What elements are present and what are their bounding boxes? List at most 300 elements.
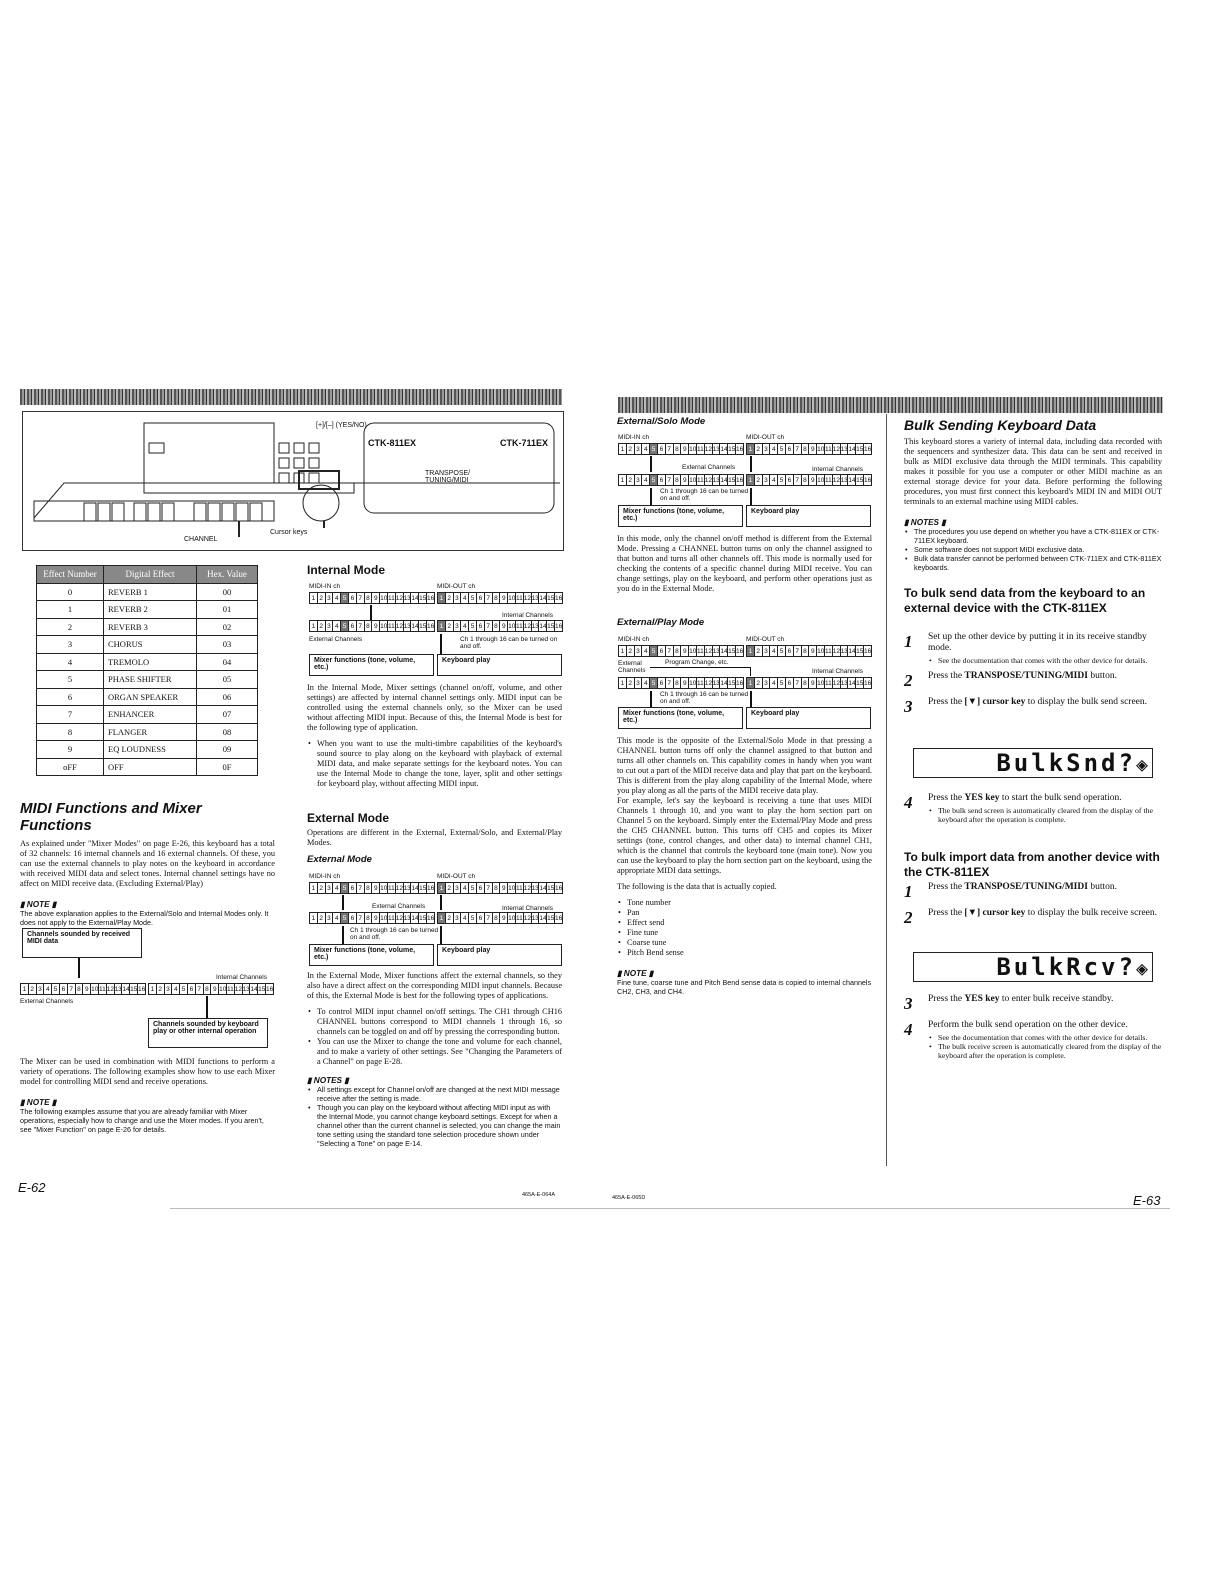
up-arrow [650,691,652,708]
channel-cell: 4 [641,443,650,455]
channel-cell: 2 [626,474,635,486]
table-cell: REVERB 1 [104,583,197,601]
channel-cell: 3 [325,912,334,924]
table-row [37,706,258,724]
channel-cell: 15 [418,912,427,924]
channel-cell: 3 [634,677,643,689]
channel-cell: 11 [515,912,524,924]
list-item: • The bulk send screen is automatically cleared from the display of the keyboard after the operation is complete. [938,806,1162,824]
up-arrow [440,926,442,944]
midi-in-channel-row [309,592,434,604]
channel-cell: 13 [712,645,721,657]
channel-cell: 7 [484,882,493,894]
channel-cell: 8 [364,620,373,632]
notes-heading: ▮ NOTES ▮ [904,518,946,527]
channel-cell: 11 [696,443,705,455]
transpose-label: TRANSPOSE/ TUNING/MIDI [425,470,471,484]
channel-cell: 13 [840,443,849,455]
step-subnotes [928,656,1162,665]
bulk-notes [904,527,1162,572]
channel-cell: 7 [793,443,802,455]
channel-cell: 1 [746,443,755,455]
channel-cell: 7 [665,645,674,657]
step-pre: Press the [928,697,965,707]
channel-cell: 2 [754,474,763,486]
table-header: Hex. Value [197,566,258,584]
channel-cell: 3 [762,677,771,689]
midi-out-channel-row [437,592,562,604]
channel-cell: 15 [855,443,864,455]
table-cell: 06 [197,688,258,706]
channel-cell: 16 [554,620,563,632]
channel-cell: 8 [364,592,373,604]
external-mode-intro: Operations are different in the External, External/Solo, and External/Play Modes. [307,828,562,847]
channel-cell: 11 [387,592,396,604]
step-pre: Press the [928,882,965,892]
midi-out-label: MIDI-OUT ch [746,636,785,643]
notes-heading: ▮ NOTES ▮ [307,1076,349,1085]
channel-cell: 6 [785,645,794,657]
bulk-send-steps-a [904,632,1162,723]
channel-cell: 4 [769,677,778,689]
note-heading: ▮ NOTE ▮ [617,969,654,978]
notes-heading-text: NOTES [910,518,939,527]
midi-in-channel-row [618,645,743,657]
midi-out-label: MIDI-OUT ch [437,873,476,880]
channel-cell: 10 [379,912,388,924]
channel-cell: 12 [395,620,404,632]
channel-cell: 13 [403,620,412,632]
copied-data-intro: The following is the data that is actually copied. [617,882,777,891]
channel-cell: 4 [641,645,650,657]
step-number: 2 [904,908,913,927]
channel-cell: 10 [688,443,697,455]
note-text: Fine tune, coarse tune and Pitch Bend sense data is copied to internal channels CH2, CH3, and CH4. [617,978,872,996]
program-change-line [650,667,751,676]
channel-cell: 2 [754,443,763,455]
channel-label: CHANNEL [184,536,218,543]
channel-cell: 1 [148,983,157,995]
internal-channels-label: Internal Channels [812,668,863,675]
midi-out-channel-row [437,882,562,894]
channel-cell: 6 [476,620,485,632]
channel-cell: 8 [492,620,501,632]
channel-cell: 3 [36,983,45,995]
step-pre: Press the [928,994,965,1004]
channel-cell: 9 [371,592,380,604]
external-channel-row [20,983,145,995]
channel-cell: 4 [332,592,341,604]
channel-cell: 9 [371,620,380,632]
channel-cell: 1 [309,620,318,632]
channel-cell: 16 [735,474,744,486]
step-text [928,697,1162,717]
channel-cell: 6 [348,882,357,894]
channel-cell: 7 [484,620,493,632]
channel-cell: 16 [426,912,435,924]
ext-play-body [617,736,872,996]
channel-cell: 8 [492,592,501,604]
ext-play-paragraph: For example, let's say the keyboard is receiving a tune that uses MIDI Channels 1 through 10, and you want to play the horn section part on Channel 5 on the keyboard. Simply enter the External/Play Mode and press the CH5 CHANNEL button. This turns off CH5 and copies its Mixer settings (tone, control changes, and other data) to internal channel CH1, which is the channel that controls the keyboard tone (main tone). Now you can use the keyboard to play the horn section part on the keyboard, using the appropriate MIDI data settings. [617,796,872,875]
step-item [904,908,1162,928]
ext-play-paragraph: This mode is the opposite of the External/Solo Mode in that pressing a CHANNEL button turns off only the channel assigned to that button and turns all other channels on. This capability comes in handy when you want to cut out a part of the MIDI receive data and play that part on the keyboard. This is different from the play along capability of the Internal Mode, where you play along as all the parts of the MIDI receive data play. [617,736,872,795]
lcd-bulk-send-text: BulkSnd? [996,749,1136,777]
midi-in-label: MIDI-IN ch [618,434,650,441]
step-text [928,793,1162,824]
midi-in-label: MIDI-IN ch [309,583,341,590]
table-row [37,618,258,636]
channel-cell: 13 [531,620,540,632]
midi-out-channel-row [746,443,871,455]
channel-cell: 14 [249,983,258,995]
channel-cell: 8 [203,983,212,995]
channel-cell: 14 [719,443,728,455]
channel-cell: 14 [538,912,547,924]
channel-cell: 12 [704,645,713,657]
step-text [928,1020,1162,1060]
step-text [928,994,1162,1014]
channel-cell: 2 [626,645,635,657]
external-mode-subtitle: External Mode [307,854,372,865]
channel-cell: 1 [746,677,755,689]
channel-cell: 9 [371,882,380,894]
step-number: 1 [904,632,913,651]
channel-cell: 16 [426,882,435,894]
channel-cell: 14 [410,620,419,632]
effects-table [36,565,258,776]
channel-cell: 5 [340,882,349,894]
channel-cell: 7 [665,443,674,455]
channel-cell: 12 [832,474,841,486]
table-cell: 9 [37,741,104,759]
channel-cell: 13 [531,592,540,604]
channel-cell: 10 [816,443,825,455]
channel-cell: 10 [90,983,99,995]
channel-cell: 15 [855,677,864,689]
bulk-import-steps-a [904,882,1162,934]
list-item: • The procedures you use depend on whether you have a CTK-811EX or CTK-711EX keyboard. [914,527,1162,545]
step-subnotes [928,806,1162,824]
channel-cell: 12 [704,677,713,689]
channel-cell: 1 [20,983,29,995]
channel-cell: 11 [824,677,833,689]
table-row [37,741,258,759]
external-mode-paragraph: In the External Mode, Mixer functions affect the external channels, so they also have a direct affect on the corresponding MIDI input channels. Because of this, the External Mode is best for the following types of applications. [307,971,562,1000]
channel-cell: 7 [793,645,802,657]
channel-cell: 16 [735,677,744,689]
step-number: 1 [904,882,913,901]
bulk-title: Bulk Sending Keyboard Data [904,417,1097,433]
cursor-keys-label: Cursor keys [270,529,308,536]
channel-cell: 6 [785,443,794,455]
mixer-functions-box: Mixer functions (tone, volume, etc.) [618,505,743,527]
note-heading-text: NOTE [26,1098,50,1107]
internal-channel-row [746,474,871,486]
channel-cell: 1 [618,677,627,689]
midi-in-label: MIDI-IN ch [618,636,650,643]
table-cell: 6 [37,688,104,706]
channel-cell: 6 [785,677,794,689]
channel-cell: 12 [395,592,404,604]
copied-data-list [617,898,872,958]
cursor-keys-icon: ◈ [1135,752,1148,776]
table-row [37,671,258,689]
channel-cell: 3 [634,474,643,486]
external-channels-label: External Channels [372,903,426,910]
notes-heading-text: NOTES [313,1076,342,1085]
midi-out-label: MIDI-OUT ch [746,434,785,441]
channel-cell: 10 [688,474,697,486]
midi-functions-section [20,800,275,927]
keyboard-play-box: Keyboard play [437,654,562,676]
channel-cell: 3 [634,645,643,657]
channel-cell: 14 [847,645,856,657]
list-item: • The bulk receive screen is automatically cleared from the display of the keyboard after the operation is complete. [938,1042,1162,1060]
channel-cell: 9 [499,882,508,894]
channel-cell: 13 [242,983,251,995]
channel-cell: 13 [531,882,540,894]
channel-cell: 15 [546,620,555,632]
channel-cell: 5 [649,474,658,486]
channel-cell: 15 [855,645,864,657]
channel-cell: 2 [317,592,326,604]
table-cell: 8 [37,723,104,741]
list-item: • All settings except for Channel on/off are changed at the next MIDI message receive after the setting is made. [317,1085,562,1103]
channel-toggle-note: Ch 1 through 16 can be turned on and off. [660,691,749,705]
channel-cell: 7 [665,677,674,689]
bulk-send-title: To bulk send data from the keyboard to an external device with the CTK-811EX [904,586,1146,615]
step-key: [▼] cursor key [964,908,1026,918]
down-arrow [78,958,80,978]
step-pre: Press the [928,671,965,681]
channel-cell: 8 [673,474,682,486]
channel-cell: 11 [98,983,107,995]
channel-cell: 8 [673,443,682,455]
channel-cell: 10 [688,677,697,689]
channel-cell: 12 [523,912,532,924]
channel-cell: 8 [673,677,682,689]
channel-cell: 5 [340,620,349,632]
channel-cell: 5 [468,620,477,632]
channel-cell: 11 [515,620,524,632]
step-pre: Press the [928,908,965,918]
table-cell: 1 [37,601,104,619]
channel-cell: 12 [523,592,532,604]
channel-cell: 4 [769,443,778,455]
bulk-section [904,417,1162,616]
channel-cell: 14 [410,912,419,924]
channel-cell: 3 [762,474,771,486]
channel-cell: 4 [460,620,469,632]
up-arrow [342,926,344,944]
channel-cell: 4 [769,474,778,486]
footer-code-right: 465A-E-065D [612,1195,646,1201]
channel-cell: 7 [356,620,365,632]
external-channel-row [309,912,434,924]
step-key: TRANSPOSE/TUNING/MIDI [964,671,1088,681]
channel-cell: 12 [832,677,841,689]
channel-cell: 6 [348,592,357,604]
keyboard-play-box: Keyboard play [437,944,562,966]
channel-cell: 3 [634,443,643,455]
channel-cell: 8 [801,474,810,486]
page-number-right: E-63 [1133,1193,1161,1208]
channel-cell: 9 [210,983,219,995]
channel-cell: 16 [426,592,435,604]
list-item: • Bulk data transfer cannot be performed between CTK-711EX and CTK-811EX keyboards. [914,554,1162,572]
down-arrow [342,895,344,910]
up-arrow [440,895,442,910]
channel-cell: 2 [445,592,454,604]
channel-cell: 4 [171,983,180,995]
internal-mode-bullets [307,739,562,789]
channel-cell: 13 [840,677,849,689]
table-cell: PHASE SHIFTER [104,671,197,689]
list-item: • Effect send [627,918,872,928]
list-item: • Pitch Bend sense [627,948,872,958]
channel-cell: 10 [507,620,516,632]
table-cell: 7 [37,706,104,724]
channel-cell: 1 [618,443,627,455]
channel-cell: 16 [554,912,563,924]
channel-cell: 13 [840,474,849,486]
channel-cell: 4 [641,677,650,689]
channel-cell: 4 [332,620,341,632]
list-item: • You can use the Mixer to change the tone and volume for each channel, and to make a variety of other settings. See "Changing the Parameters of a Channel" on page E-28. [317,1037,562,1067]
channel-cell: 14 [847,443,856,455]
external-channels-label: External Channels [682,464,736,471]
internal-channels-label: Internal Channels [216,974,267,981]
channel-cell: 4 [332,882,341,894]
channel-cell: 6 [657,677,666,689]
channel-cell: 14 [719,645,728,657]
channel-cell: 10 [507,882,516,894]
internal-channel-row [437,620,562,632]
list-item: • Pan [627,908,872,918]
external-channels-label: External Channels [618,660,646,674]
note-text: The above explanation applies to the External/Solo and Internal Modes only. It does not apply to the External/Play Mode. [20,909,269,927]
channel-cell: 12 [704,474,713,486]
midi-out-channel-row [746,645,871,657]
external-mode-bullets [307,1007,562,1067]
midi-in-channel-row [618,443,743,455]
channel-cell: 13 [403,882,412,894]
table-cell: EQ LOUDNESS [104,741,197,759]
channel-cell: 7 [356,912,365,924]
channel-cell: 14 [410,882,419,894]
bulk-import-steps-b [904,994,1162,1066]
table-cell: 0 [37,583,104,601]
channel-cell: 10 [688,645,697,657]
channel-cell: 16 [735,443,744,455]
cursor-keys-icon: ◈ [1135,956,1148,980]
up-arrow [750,488,752,506]
channel-cell: 3 [453,912,462,924]
footer-rule [170,1208,1170,1209]
channel-cell: 2 [156,983,165,995]
channel-cell: 7 [356,592,365,604]
channel-cell: 9 [680,443,689,455]
midi-intro-paragraph: As explained under "Mixer Modes" on page E-26, this keyboard has a total of 32 channels: 16 internal channels and 16 external channels. Of these, you can use the external channels to play notes on the keyboard in accordance with received MIDI data and select tones. Internal channel settings have no affect on MIDI receive data. (Excluding External/Play) [20,839,275,888]
external-mode-body [307,971,562,1148]
channel-cell: 4 [769,645,778,657]
channel-cell: 5 [777,474,786,486]
note-heading-text: NOTE [26,900,50,909]
lcd-bulk-receive [913,952,1153,982]
channel-cell: 10 [816,645,825,657]
ext-play-title: External/Play Mode [617,617,705,628]
channel-cell: 10 [379,882,388,894]
channel-cell: 15 [257,983,266,995]
channel-cell: 9 [808,677,817,689]
channel-cell: 2 [317,912,326,924]
channel-cell: 6 [476,882,485,894]
step-text [928,671,1162,691]
up-arrow [206,996,208,1018]
step-item [904,671,1162,691]
channel-cell: 11 [387,882,396,894]
channel-cell: 15 [727,443,736,455]
table-cell: 2 [37,618,104,636]
channel-cell: 14 [538,620,547,632]
channel-cell: 7 [356,882,365,894]
channel-cell: 16 [863,443,872,455]
channel-cell: 10 [218,983,227,995]
channel-cell: 8 [364,912,373,924]
channel-cell: 12 [395,912,404,924]
footer-code-left: 465A-E-064A [522,1192,556,1198]
channel-cell: 14 [121,983,130,995]
table-cell: 03 [197,636,258,654]
channel-cell: 11 [696,474,705,486]
internal-channels-label: Internal Channels [812,466,863,473]
ctk711-label: CTK-711EX [500,438,549,448]
channel-cell: 2 [317,882,326,894]
channel-cell: 3 [164,983,173,995]
table-row [37,758,258,776]
internal-mode-title: Internal Mode [307,563,386,577]
list-item: • To control MIDI input channel on/off settings. The CH1 through CH16 CHANNEL buttons correspond to MIDI channels 1 through 16, so channels can be toggled on and off by pressing the corresponding button. [317,1007,562,1037]
channel-cell: 15 [546,592,555,604]
channel-cell: 16 [265,983,274,995]
channel-cell: 13 [712,443,721,455]
step-text [928,908,1162,928]
channel-toggle-note: Ch 1 through 16 can be turned on and off. [350,927,439,941]
list-item: • Fine tune [627,928,872,938]
channel-cell: 9 [808,474,817,486]
channel-cell: 14 [719,474,728,486]
internal-channel-row [437,912,562,924]
channel-cell: 11 [824,443,833,455]
table-header: Digital Effect [104,566,197,584]
channel-cell: 7 [793,677,802,689]
channel-cell: 11 [696,645,705,657]
channel-cell: 5 [777,443,786,455]
table-cell: ORGAN SPEAKER [104,688,197,706]
channel-cell: 5 [340,592,349,604]
channel-cell: 1 [746,645,755,657]
internal-channels-label: Internal Channels [502,612,553,619]
channel-cell: 6 [476,912,485,924]
channel-cell: 15 [129,983,138,995]
table-row [37,723,258,741]
channel-cell: 5 [51,983,60,995]
step-item [904,1020,1162,1060]
channel-cell: 12 [523,882,532,894]
channel-cell: 6 [348,620,357,632]
channel-cell: 7 [665,474,674,486]
table-cell: 4 [37,653,104,671]
